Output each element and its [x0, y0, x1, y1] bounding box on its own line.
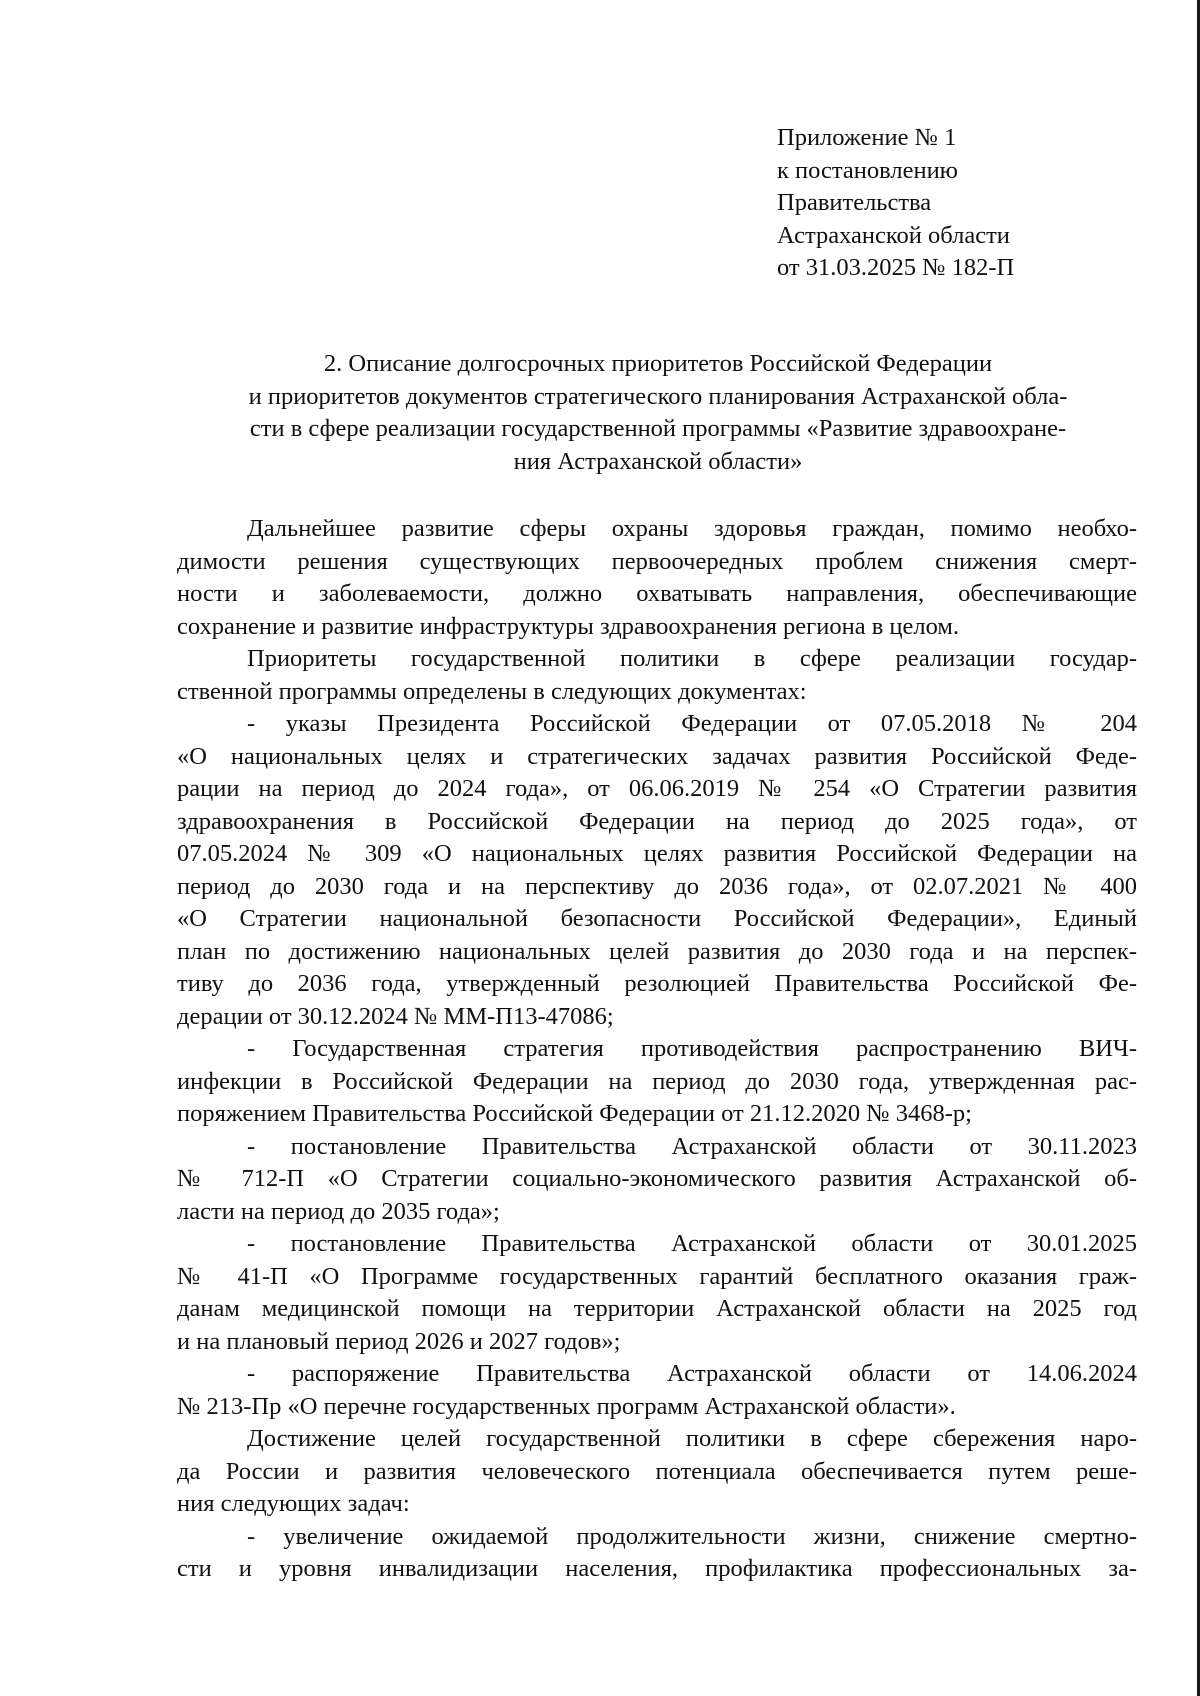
- heading-line: 2. Описание долгосрочных приоритетов Российской Федерации: [323, 350, 993, 377]
- text-line: дерации от 30.12.2024 № ММ-П13-47086;: [177, 1002, 614, 1030]
- annex-line: к постановлению: [777, 156, 958, 184]
- text-line: № 41-П «О Программе государственных гарантий бесплатного оказания граж-: [177, 1262, 1137, 1290]
- text-line: ности и заболеваемости, должно охватывать направления, обеспечивающие: [177, 580, 1137, 607]
- annex-line: от 31.03.2025 № 182-П: [777, 254, 1015, 281]
- body-text: [177, 513, 1137, 1586]
- list-item-life-expectancy: [177, 1521, 1137, 1586]
- text-line: - постановление Правительства Астраханской области от 30.11.2023: [247, 1132, 1137, 1160]
- text-line: - увеличение ожидаемой продолжительности жизни, снижение смертно-: [247, 1522, 1137, 1550]
- section-heading: [178, 348, 1138, 478]
- paragraph-priorities: [177, 643, 1137, 708]
- text-line: инфекции в Российской Федерации на период до 2030 года, утвержденная рас-: [177, 1067, 1137, 1095]
- text-line: ласти на период до 2035 года»;: [177, 1197, 500, 1225]
- text-line: поряжением Правительства Российской Федерации от 21.12.2020 № 3468-р;: [177, 1100, 972, 1127]
- text-line: сохранение и развитие инфраструктуры здравоохранения региона в целом.: [177, 612, 960, 640]
- text-line: да России и развития человеческого потенциала обеспечивается путем реше-: [177, 1457, 1137, 1485]
- text-line: ственной программы определены в следующих документах:: [177, 677, 807, 705]
- text-line: Дальнейшее развитие сферы охраны здоровья граждан, помимо необхо-: [247, 515, 1137, 542]
- text-line: и на плановый период 2026 и 2027 годов»;: [177, 1327, 621, 1355]
- text-line: - указы Президента Российской Федерации от 07.05.2018 № 204: [247, 710, 1137, 737]
- list-item-presidential-decrees: [177, 708, 1137, 1033]
- text-line: димости решения существующих первоочередных проблем снижения смерт-: [177, 547, 1137, 575]
- text-line: Приоритеты государственной политики в сфере реализации государ-: [247, 645, 1137, 672]
- heading-line: сти в сфере реализации государственной программы «Развитие здравоохране-: [249, 415, 1067, 442]
- text-line: «О Стратегии национальной безопасности Российской Федерации», Единый: [177, 905, 1137, 932]
- text-line: 07.05.2024 № 309 «О национальных целях развития Российской Федерации на: [177, 840, 1137, 867]
- list-item-guarantees-program: [177, 1228, 1137, 1358]
- paragraph-goals: [177, 1423, 1137, 1521]
- heading-line: и приоритетов документов стратегического планирования Астраханской обла-: [248, 382, 1068, 410]
- text-line: Достижение целей государственной политики в сфере сбережения наро-: [247, 1425, 1137, 1452]
- text-line: - постановление Правительства Астраханской области от 30.01.2025: [247, 1230, 1137, 1257]
- text-line: период до 2030 года и на перспективу до 2036 года», от 02.07.2021 № 400: [177, 872, 1137, 900]
- text-line: ния следующих задач:: [177, 1490, 410, 1517]
- text-line: тиву до 2036 года, утвержденный резолюцией Правительства Российской Фе-: [177, 970, 1137, 997]
- text-line: план по достижению национальных целей развития до 2030 года и на перспек-: [177, 937, 1137, 965]
- text-line: № 213-Пр «О перечне государственных программ Астраханской области».: [177, 1392, 956, 1420]
- text-line: - Государственная стратегия противодействия распространению ВИЧ-: [247, 1035, 1137, 1062]
- annex-line: Приложение № 1: [777, 124, 957, 151]
- annex-line: Правительства: [777, 189, 932, 216]
- text-line: данам медицинской помощи на территории Астраханской области на 2025 год: [177, 1295, 1137, 1322]
- text-line: здравоохранения в Российской Федерации на период до 2025 года», от: [177, 807, 1137, 835]
- text-line: рации на период до 2024 года», от 06.06.2019 № 254 «О Стратегии развития: [177, 775, 1137, 802]
- annex-block: [777, 122, 1137, 285]
- list-item-programs-list: [177, 1358, 1137, 1423]
- text-line: «О национальных целях и стратегических задачах развития Российской Феде-: [177, 742, 1137, 770]
- text-line: - распоряжение Правительства Астраханской области от 14.06.2024: [247, 1360, 1137, 1387]
- text-line: № 712-П «О Стратегии социально-экономического развития Астраханской об-: [177, 1165, 1137, 1192]
- heading-line: ния Астраханской области»: [513, 447, 803, 475]
- text-line: сти и уровня инвалидизации населения, профилактика профессиональных за-: [177, 1555, 1137, 1582]
- paragraph-intro: [177, 513, 1137, 643]
- list-item-regional-strategy: [177, 1131, 1137, 1229]
- annex-line: Астраханской области: [777, 221, 1010, 249]
- list-item-hiv-strategy: [177, 1033, 1137, 1131]
